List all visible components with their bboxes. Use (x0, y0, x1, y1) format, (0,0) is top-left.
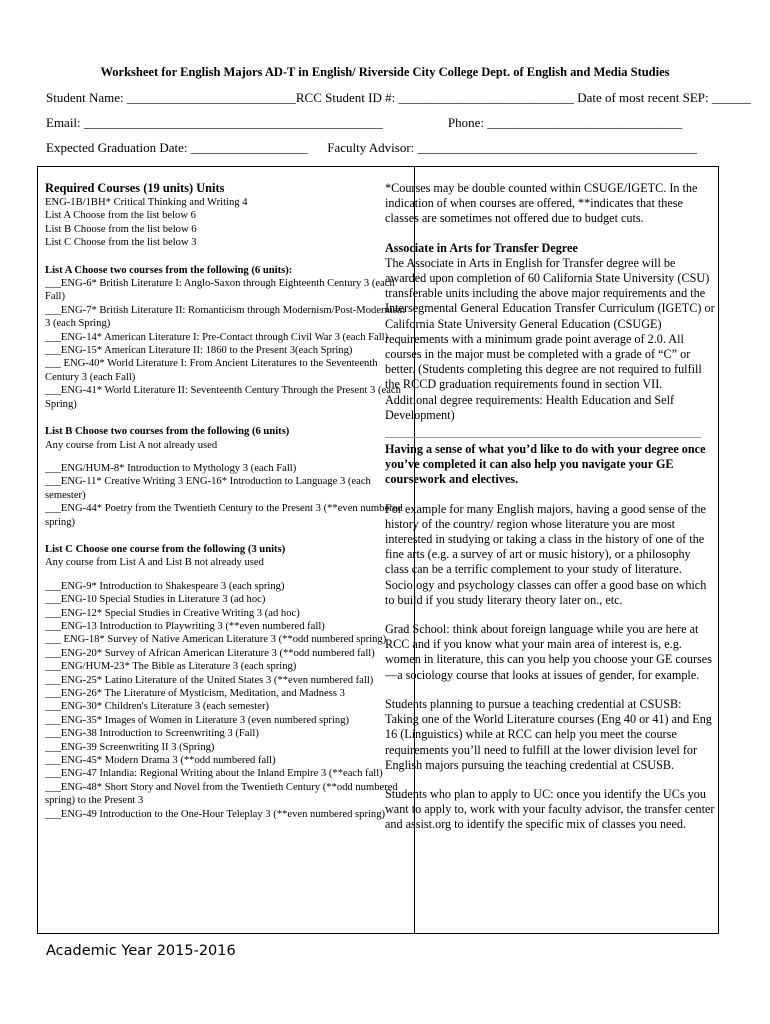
list-item: ___ENG-6* British Literature I: Anglo-Saxon through Eighteenth Century 3 (each Fall) (45, 278, 395, 303)
list-item: List C Choose from the list below 3 (45, 237, 197, 249)
list-item: ___ENG-13 Introduction to Playwriting 3 (**even numbered fall) (45, 620, 325, 632)
list-item: ___ENG-35* Images of Women in Literature 3 (even numbered spring) (45, 714, 350, 726)
list-item: ___ENG-26* The Literature of Mysticism, Meditation, and Madness 3 (45, 688, 345, 699)
list-item: List B Choose from the list below 6 (45, 223, 197, 235)
aat-heading: Associate in Arts for Transfer Degree (385, 240, 578, 255)
list-b-heading: List B Choose two courses from the following (6 units) (45, 426, 290, 438)
list-item: ___ ENG-40* World Literature I: From Ancient Literatures to the Seventeenth Century 3 (each Fall) (45, 358, 378, 383)
uc-transfer-paragraph: Students who plan to apply to UC: once you identify the UCs you want to apply to, work with your faculty advisor, the transfer center and assist.org to identify the specific mix of classes you need. (385, 786, 715, 832)
graduation-advisor-line: Expected Graduation Date: __________________ Faculty Advisor: ___________________________________________ (46, 140, 698, 155)
list-item: ___ENG-45* Modern Drama 3 (**odd numbered fall) (45, 755, 276, 767)
aat-description: The Associate in Arts in English for Transfer degree will be awarded upon completion of 60 California State University (CSU) transferable units including the above major requirements and the Intersegmental General Education Transfer Curriculum (IGETC) or California State University General Education (CSUGE) requirements with a minimum grade point average of 2.0. All courses in the major must be completed with a grade of “C” or better. (Students completing this degree are not required to fulfill the RCCD graduation requirements found in section VII. Additional degree requirements: Health Education and Self Development) (385, 255, 715, 422)
list-b-subheading: Any course from List A not already used (45, 439, 218, 451)
list-item: ___ ENG-18* Survey of Native American Literature 3 (**odd numbered spring) (45, 634, 387, 646)
required-courses-heading: Required Courses (19 units) Units (45, 181, 225, 195)
list-item: ___ENG-48* Short Story and Novel from the Twentieth Century (**odd numbered spring) to the Present 3 (45, 781, 398, 807)
list-item: ___ENG-9* Introduction to Shakespeare 3 (each spring) (45, 580, 285, 592)
teaching-credential-paragraph: Students planning to pursue a teaching credential at CSUSB: Taking one of the World Literature courses (Eng 40 or 41) and Eng 16 (Linguistics) while at RCC can help you meet the course requirements you’ll need to fulfill at the lower division level for English majors pursuing the teaching credential at CSUSB. (385, 696, 712, 772)
list-item: ___ENG-41* World Literature II: Seventeenth Century Through the Present 3 (each Spring) (45, 385, 401, 410)
list-item: ___ENG-25* Latino Literature of the United States 3 (**even numbered fall) (45, 674, 374, 686)
list-item: ___ENG-7* British Literature II: Romanticism through Modernism/Post-Modernism 3 (each Spring) (45, 304, 406, 330)
history-advice-paragraph: For example for many English majors, having a good sense of the history of the country/ region whose literature you are most interested in studying or taking a class in the history of one of the fine arts (e.g. a survey of art or music history), or a philosophy class can be a terrific complement to your study of literature. Sociology and psychology classes can offer a good base on which to build if you study literary theory later on., etc. (385, 501, 707, 607)
list-c-heading: List C Choose one course from the following (3 units) (45, 543, 286, 555)
list-item: ___ENG-14* American Literature I: Pre-Contact through Civil War 3 (each Fall) (45, 331, 389, 343)
list-item: ENG-1B/1BH* Critical Thinking and Writing 4 (45, 197, 248, 208)
document-title: Worksheet for English Majors AD-T in English/ Riverside City College Dept. of English and Media Studies (100, 65, 670, 79)
academic-year-footer: Academic Year 2015-2016 (46, 943, 236, 959)
list-item: ___ENG-49 Introduction to the One-Hour Teleplay 3 (**even numbered spring) (45, 808, 386, 820)
worksheet-box (37, 166, 719, 934)
grad-school-paragraph: Grad School: think about foreign language while you are here at RCC and if you know what your main area of interest is, e.g. women in literature, this can you help you choose your GE courses—a sociology course that looks at issues of gender, for example. (385, 622, 712, 682)
list-a-heading: List A Choose two courses from the following (6 units): (45, 264, 293, 276)
list-item: ___ENG-44* Poetry from the Twentieth Century to the Present 3 (**even numbered spring) (45, 503, 403, 528)
required-list (45, 196, 407, 250)
list-item: ___ENG-39 Screenwriting II 3 (Spring) (45, 741, 215, 753)
list-item: ___ENG-15* American Literature II: 1860 to the Present 3(each Spring) (45, 345, 353, 357)
list-item: ___ENG/HUM-8* Introduction to Mythology 3 (each Fall) (45, 462, 297, 474)
list-item: ___ENG-12* Special Studies in Creative Writing 3 (ad hoc) (45, 607, 300, 619)
course-lists-column (45, 181, 407, 821)
double-count-note: *Courses may be double counted within CSUGE/IGETC. In the indication of when courses are offered, **indicates that these classes are sometimes not offered due to budget cuts. (385, 181, 698, 226)
section-separator (385, 437, 701, 438)
list-item: ___ENG-38 Introduction to Screenwriting 3 (Fall) (45, 728, 259, 740)
degree-sense-heading: Having a sense of what you’d like to do with your degree once you’ve completed it can also help you navigate your GE coursework and electives. (385, 442, 706, 487)
contact-info-line: Email: ______________________________________________ Phone: ______________________________ (46, 115, 683, 130)
student-info-line: Student Name: __________________________RCC Student ID #: ___________________________ Date of most recent SEP: ______ (46, 90, 751, 105)
list-c-subheading: Any course from List A and List B not already used (45, 557, 264, 569)
list-item: ___ENG/HUM-23* The Bible as Literature 3 (each spring) (45, 661, 297, 673)
list-item: List A Choose from the list below 6 (45, 210, 196, 222)
list-item: ___ENG-47 Inlandia: Regional Writing about the Inland Empire 3 (**each fall) (45, 768, 383, 780)
list-item: ___ENG-11* Creative Writing 3 ENG-16* Introduction to Language 3 (each semester) (45, 476, 371, 501)
list-item: ___ENG-30* Children's Literature 3 (each semester) (45, 701, 270, 713)
list-item: ___ENG-10 Special Studies in Literature 3 (ad hoc) (45, 594, 266, 606)
list-item: ___ENG-20* Survey of African American Literature 3 (**odd numbered fall) (45, 647, 375, 659)
advice-column (385, 181, 715, 833)
